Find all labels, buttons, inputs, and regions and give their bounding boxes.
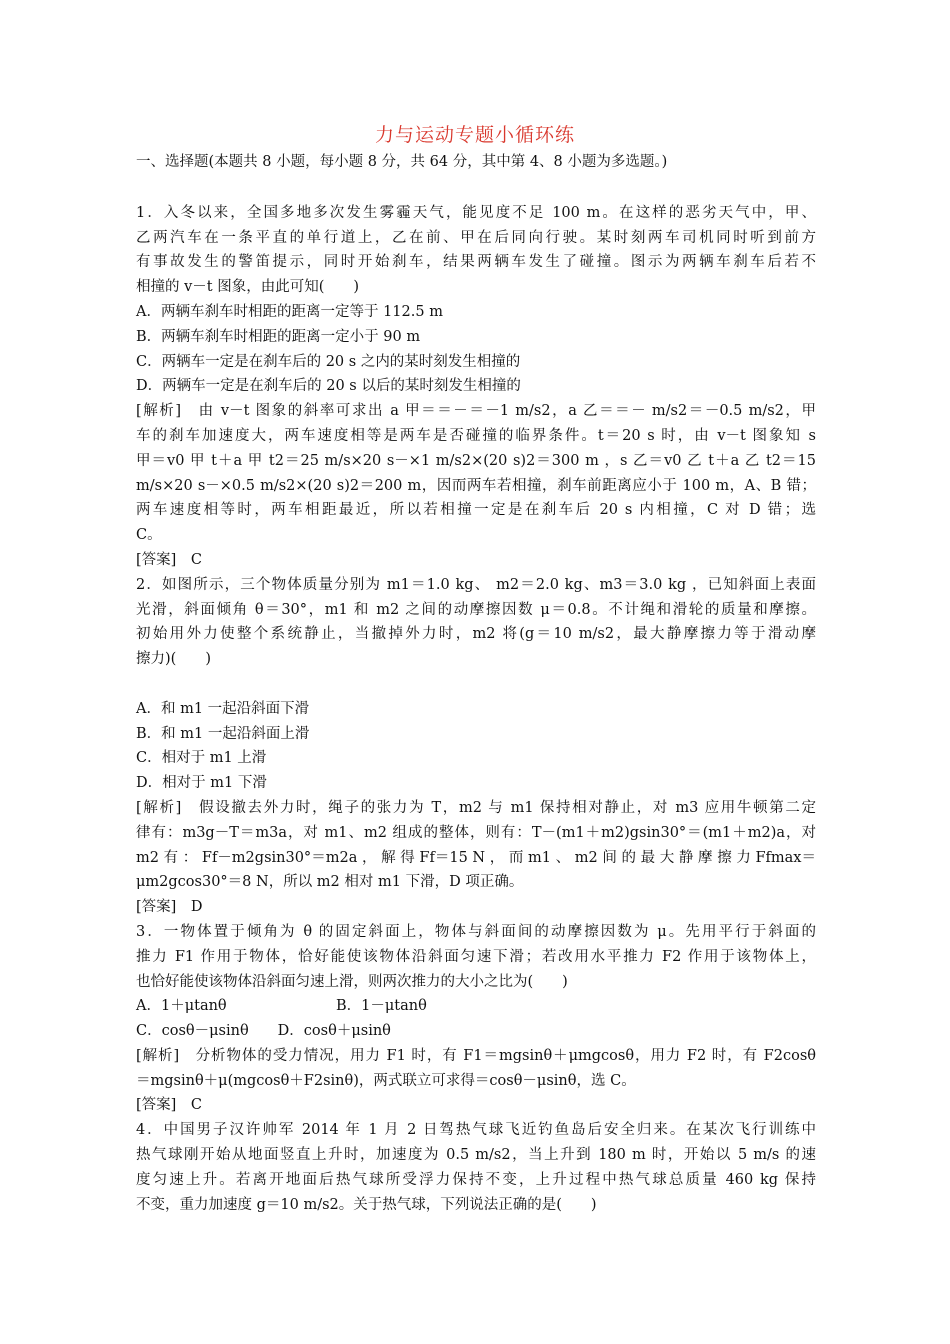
question-1 — [136, 201, 816, 573]
q2-answer: [答案] D — [136, 899, 203, 916]
q2-analysis-line: μm2gcos30°＝8 N，所以 m2 相对 m1 下滑，D 项正确。 — [136, 874, 524, 891]
q3-options-row-2: C．cosθ－μsinθ D．cosθ＋μsinθ — [136, 1023, 391, 1040]
q1-answer: [答案] C — [136, 551, 202, 568]
q2-stem-line: 初始用外力使整个系统静止，当撤掉外力时，m2 将(g＝10 m/s2，最大静摩擦力等于滑动摩 — [136, 626, 816, 643]
q3-stem-line: 也恰好能使该物体沿斜面匀速上滑，则两次推力的大小之比为( ) — [136, 973, 568, 990]
q2-option-d: D．相对于 m1 下滑 — [136, 775, 267, 792]
page-title: 力与运动专题小循环练 — [374, 124, 575, 146]
q1-analysis-line: 两车速度相等时，两车相距最近，所以若相撞一定是在刹车后 20 s 内相撞，C 对 D 错；选 — [136, 502, 816, 519]
q4-stem-line: 热气球刚开始从地面竖直上升时，加速度为 0.5 m/s2，当上升到 180 m 时，开始以 5 m/s 的速 — [136, 1147, 816, 1164]
q2-analysis-line: 律有：m3g－T＝m3a，对 m1、m2 组成的整体，则有：T－(m1＋m2)gsin30°＝(m1＋m2)a，对 — [136, 824, 816, 841]
q3-stem-line: 推力 F1 作用于物体，恰好能使该物体沿斜面匀速下滑；若改用水平推力 F2 作用于该物体上， — [136, 948, 816, 965]
question-4 — [136, 1118, 816, 1217]
q4-stem-line: 不变，重力加速度 g＝10 m/s2。关于热气球，下列说法正确的是( ) — [136, 1196, 597, 1213]
q2-analysis-line: [解析] 假设撤去外力时，绳子的张力为 T，m2 与 m1 保持相对静止，对 m3 应用牛顿第二定 — [136, 799, 816, 816]
q1-stem-line: 相撞的 v－t 图象，由此可知( ) — [136, 279, 360, 296]
question-3 — [136, 920, 816, 1118]
q1-analysis-line: 车的刹车加速度大，两车速度相等是两车是否碰撞的临界条件。t＝20 s 时，由 v－t 图象知 s — [136, 427, 816, 444]
q1-stem-line: 有事故发生的警笛提示，同时开始刹车，结果两辆车发生了碰撞。图示为两辆车刹车后若不 — [136, 254, 816, 271]
q4-stem-line: 4．中国男子汉许帅军 2014 年 1 月 2 日驾热气球飞近钓鱼岛后安全归来。在某次飞行训练中 — [136, 1122, 816, 1139]
q2-option-c: C．相对于 m1 上滑 — [136, 750, 267, 767]
q2-stem-line: 擦力)( ) — [136, 651, 211, 668]
q1-option-d: D．两辆车一定是在刹车后的 20 s 以后的某时刻发生相撞的 — [136, 378, 521, 395]
q3-analysis-line: [解析] 分析物体的受力情况，用力 F1 时，有 F1＝mgsinθ＋μmgcosθ，用力 F2 时，有 F2cosθ — [136, 1047, 816, 1064]
q1-option-c: C．两辆车一定是在刹车后的 20 s 之内的某时刻发生相撞的 — [136, 353, 521, 370]
q2-option-a: A．和 m1 一起沿斜面下滑 — [136, 700, 310, 717]
q4-stem-line: 度匀速上升。若离开地面后热气球所受浮力保持不变，上升过程中热气球总质量 460 kg 保持 — [136, 1171, 816, 1188]
q1-stem-line: 1．入冬以来，全国多地多次发生雾霾天气，能见度不足 100 m。在这样的恶劣天气中，甲、 — [136, 204, 816, 221]
q1-analysis-line: 甲＝v0 甲 t＋a 甲 t2＝25 m/s×20 s－×1 m/s2×(20 s)2＝300 m ，s 乙＝v0 乙 t＋a 乙 t2＝15 — [136, 452, 816, 469]
q3-option-b: B．1－μtanθ — [336, 998, 427, 1015]
section-header: 一、选择题(本题共 8 小题，每小题 8 分，共 64 分，其中第 4、8 小题为多选题。) — [136, 154, 668, 170]
q3-answer: [答案] C — [136, 1097, 202, 1114]
q1-analysis-line: [解析] 由 v－t 图象的斜率可求出 a 甲＝＝－＝－1 m/s2，a 乙＝＝－ m/s2＝－0.5 m/s2，甲 — [136, 403, 816, 420]
q2-analysis-line: m2 有 ： Ff－m2gsin30°＝m2a ， 解 得 Ff＝15 N ， 而 m1 、 m2 间 的 最 大 静 摩 擦 力 Ffmax＝ — [136, 849, 816, 866]
q2-stem-line: 光滑，斜面倾角 θ＝30°，m1 和 m2 之间的动摩擦因数 μ＝0.8。不计绳和滑轮的质量和摩擦。 — [136, 601, 816, 618]
q2-stem-line: 2．如图所示，三个物体质量分别为 m1＝1.0 kg、 m2＝2.0 kg、m3＝3.0 kg ，已知斜面上表面 — [136, 576, 816, 593]
q1-analysis-line: C。 — [136, 527, 162, 544]
q1-analysis-line: m/s×20 s－×0.5 m/s2×(20 s)2＝200 m，因而两车若相撞，刹车前距离应小于 100 m，A、B 错； — [136, 477, 816, 494]
q1-option-a: A．两辆车刹车时相距的距离一定等于 112.5 m — [136, 303, 443, 320]
document-body — [136, 150, 816, 1217]
q2-option-b: B．和 m1 一起沿斜面上滑 — [136, 725, 310, 742]
q1-option-b: B．两辆车刹车时相距的距离一定小于 90 m — [136, 328, 421, 345]
question-2 — [136, 573, 816, 920]
q3-options-row-1 — [136, 994, 816, 1019]
q1-stem-line: 乙两汽车在一条平直的单行道上，乙在前、甲在后同向行驶。某时刻两车司机同时听到前方 — [136, 229, 816, 246]
q3-option-a: A．1＋μtanθ — [136, 998, 227, 1015]
q3-stem-line: 3．一物体置于倾角为 θ 的固定斜面上，物体与斜面间的动摩擦因数为 μ。先用平行于斜面的 — [136, 923, 816, 940]
q3-analysis-line: ＝mgsinθ＋μ(mgcosθ＋F2sinθ)，两式联立可求得＝cosθ－μsinθ，选 C。 — [136, 1072, 636, 1089]
